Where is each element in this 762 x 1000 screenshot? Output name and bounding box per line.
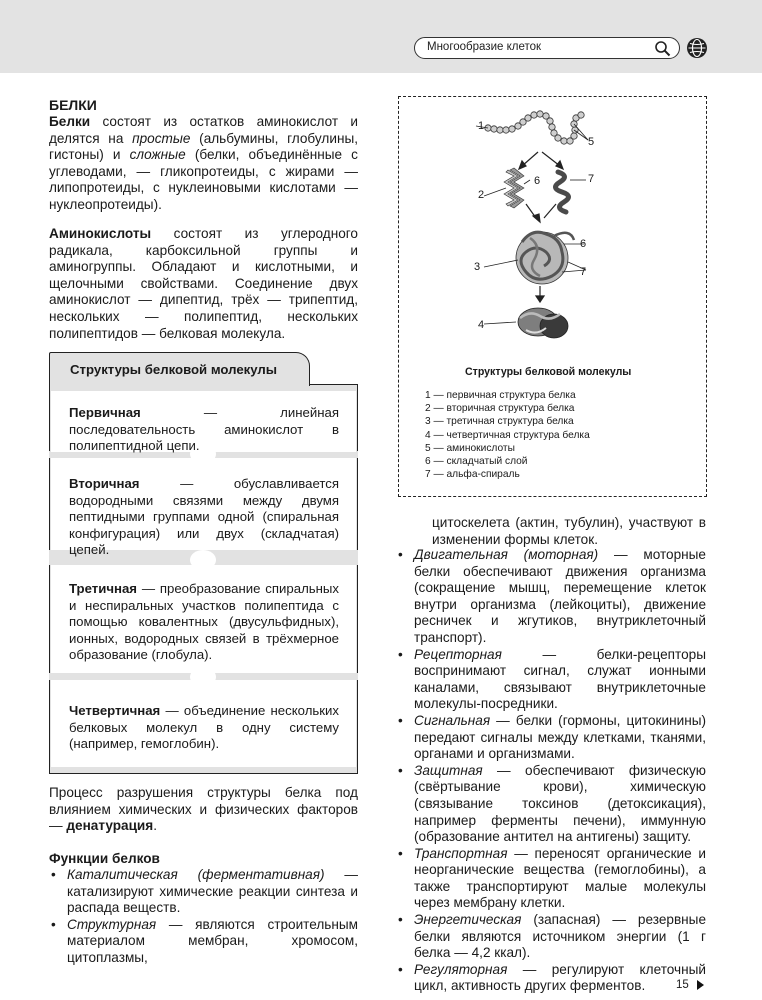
figure-label-3: 3 [474,261,481,273]
list-item: • Двигательная (моторная) — моторные белки обеспечивают движения организма (сокращение мышц, перемещение клеток внутри организма (лейкоциты), движение ресничек и жгутиков, внутриклеточный транспорт). [396,547,706,647]
functions-title: Функции белков [49,851,160,866]
structures-tab [49,352,310,386]
figure-label-7b: 7 [580,266,587,278]
legend-item: 6 — складчатый слой [425,456,528,468]
figure-label-5: 5 [588,136,595,148]
page-number: 15 [676,979,689,991]
figure-label-1: 1 [478,120,485,132]
figure-label-6b: 6 [580,238,587,250]
legend-item: 4 — четвертичная структура белка [425,429,590,441]
structures-tab-label: Структуры белковой молекулы [70,362,278,377]
list-item: • Защитная — обеспечивают физическую (свёртывание крови), химическую (связывание токсинов (детоксикация), например ферменты печени), иммунную (образование антител на антигены) защиту. [396,763,706,846]
list-item: • Энергетическая (запасная) — резервные белки являются источником энергии (1 г белка — 4,2 ккал). [396,912,706,962]
legend-item: 5 — аминокислоты [425,442,515,454]
figure-label-4: 4 [478,319,485,331]
legend-item: 3 — третичная структура белка [425,416,574,428]
continuation-paragraph: цитоскелета (актин, тубулин), участвуют в изменении формы клеток. [432,515,706,547]
tertiary-globule [516,232,574,284]
list-item: • Структурная — являются строительным материалом мембран, хромосом, цитоплазмы, [49,917,358,967]
list-item: • Транспортная — переносят органические и неорганические вещества (гемоглобины), а также транспортируют малые молекулы через мембрану клетки. [396,846,706,912]
protein-structure-illustration [470,110,640,350]
figure-label-6: 6 [534,175,541,187]
section-title: БЕЛКИ [49,97,97,113]
list-item: • Сигнальная — белки (гормоны, цитокинины) передают сигналы между клетками, тканями, органами и организмами. [396,713,706,763]
legend-item: 2 — вторичная структура белка [425,403,575,415]
functions-list-left [49,867,358,967]
globe-icon[interactable] [686,37,708,59]
beta-sheet [504,168,524,208]
structure-card-quaternary: Четвертичная — объединение нескольких белковых молекул в одну систему (например, гемоглобин). [69,703,339,752]
structure-card-tertiary: Третичная — преобразование спиральных и неспиральных участков полипептида с помощью ковалентных (двусульфидных), ионных, водородных связей в трёхмерное образование (глобула). [69,581,339,663]
search-icon[interactable] [654,40,671,57]
section-search-box[interactable] [414,37,680,59]
functions-list-right [396,547,706,995]
legend-item: 1 — первичная структура белка [425,390,576,401]
quaternary-structure [518,308,568,338]
proteins-term: Белки [49,114,91,129]
legend-item: 7 — альфа-спираль [425,469,520,481]
figure-title: Структуры белковой молекулы [465,366,632,378]
alpha-helix [555,172,568,212]
list-item: • Рецепторная — белки-рецепторы воспринимают сигнал, служат ионными каналами, связывают внутриклеточные молекулы-посредники. [396,647,706,713]
amino-acids-term: Аминокислоты [49,226,152,241]
proteins-paragraph: Белки состоят из остатков аминокислот и делятся на простые (альбумины, глобулины, гистоны) и сложные (белки, объединённые с углеводами, — гликопротеиды, с жирами — липопротеиды, с нуклеиновыми кислотами — нуклеопротеиды). [49,114,359,212]
section-label: Многообразие клеток [427,41,542,53]
structure-card-primary: Первичная — линейная последовательность аминокислот в полипептидной цепи. [51,392,356,452]
list-item: • Регуляторная — регулируют клеточный цикл, активность других ферментов. [396,962,706,995]
list-item: • Каталитическая (ферментативная) — катализируют химические реакции синтеза и распада веществ. [49,867,358,917]
figure-legend [425,389,590,481]
structure-card-secondary: Вторичная — обуславливается водородными связями между двумя пептидными группами одной (спиральная конфигурация) или двух (складчатая) цепей. [69,476,339,558]
denaturation-paragraph: Процесс разрушения структуры белка под влиянием химических и физических факторов — денатурация. [49,785,358,834]
amino-acids-paragraph: Аминокислоты состоят из углеродного радикала, карбоксильной группы и аминогруппы. Обладают и кислотными, и щелочными свойствами. Соединение двух аминокислот — дипептид, трёх — трипептид, нескольких — полипептид, нескольких полипептидов — белковая молекула. [49,226,358,341]
figure-label-7: 7 [588,173,595,185]
next-page-arrow-icon[interactable] [697,980,704,990]
figure-label-2: 2 [478,189,485,201]
primary-chain-beads [485,111,584,144]
